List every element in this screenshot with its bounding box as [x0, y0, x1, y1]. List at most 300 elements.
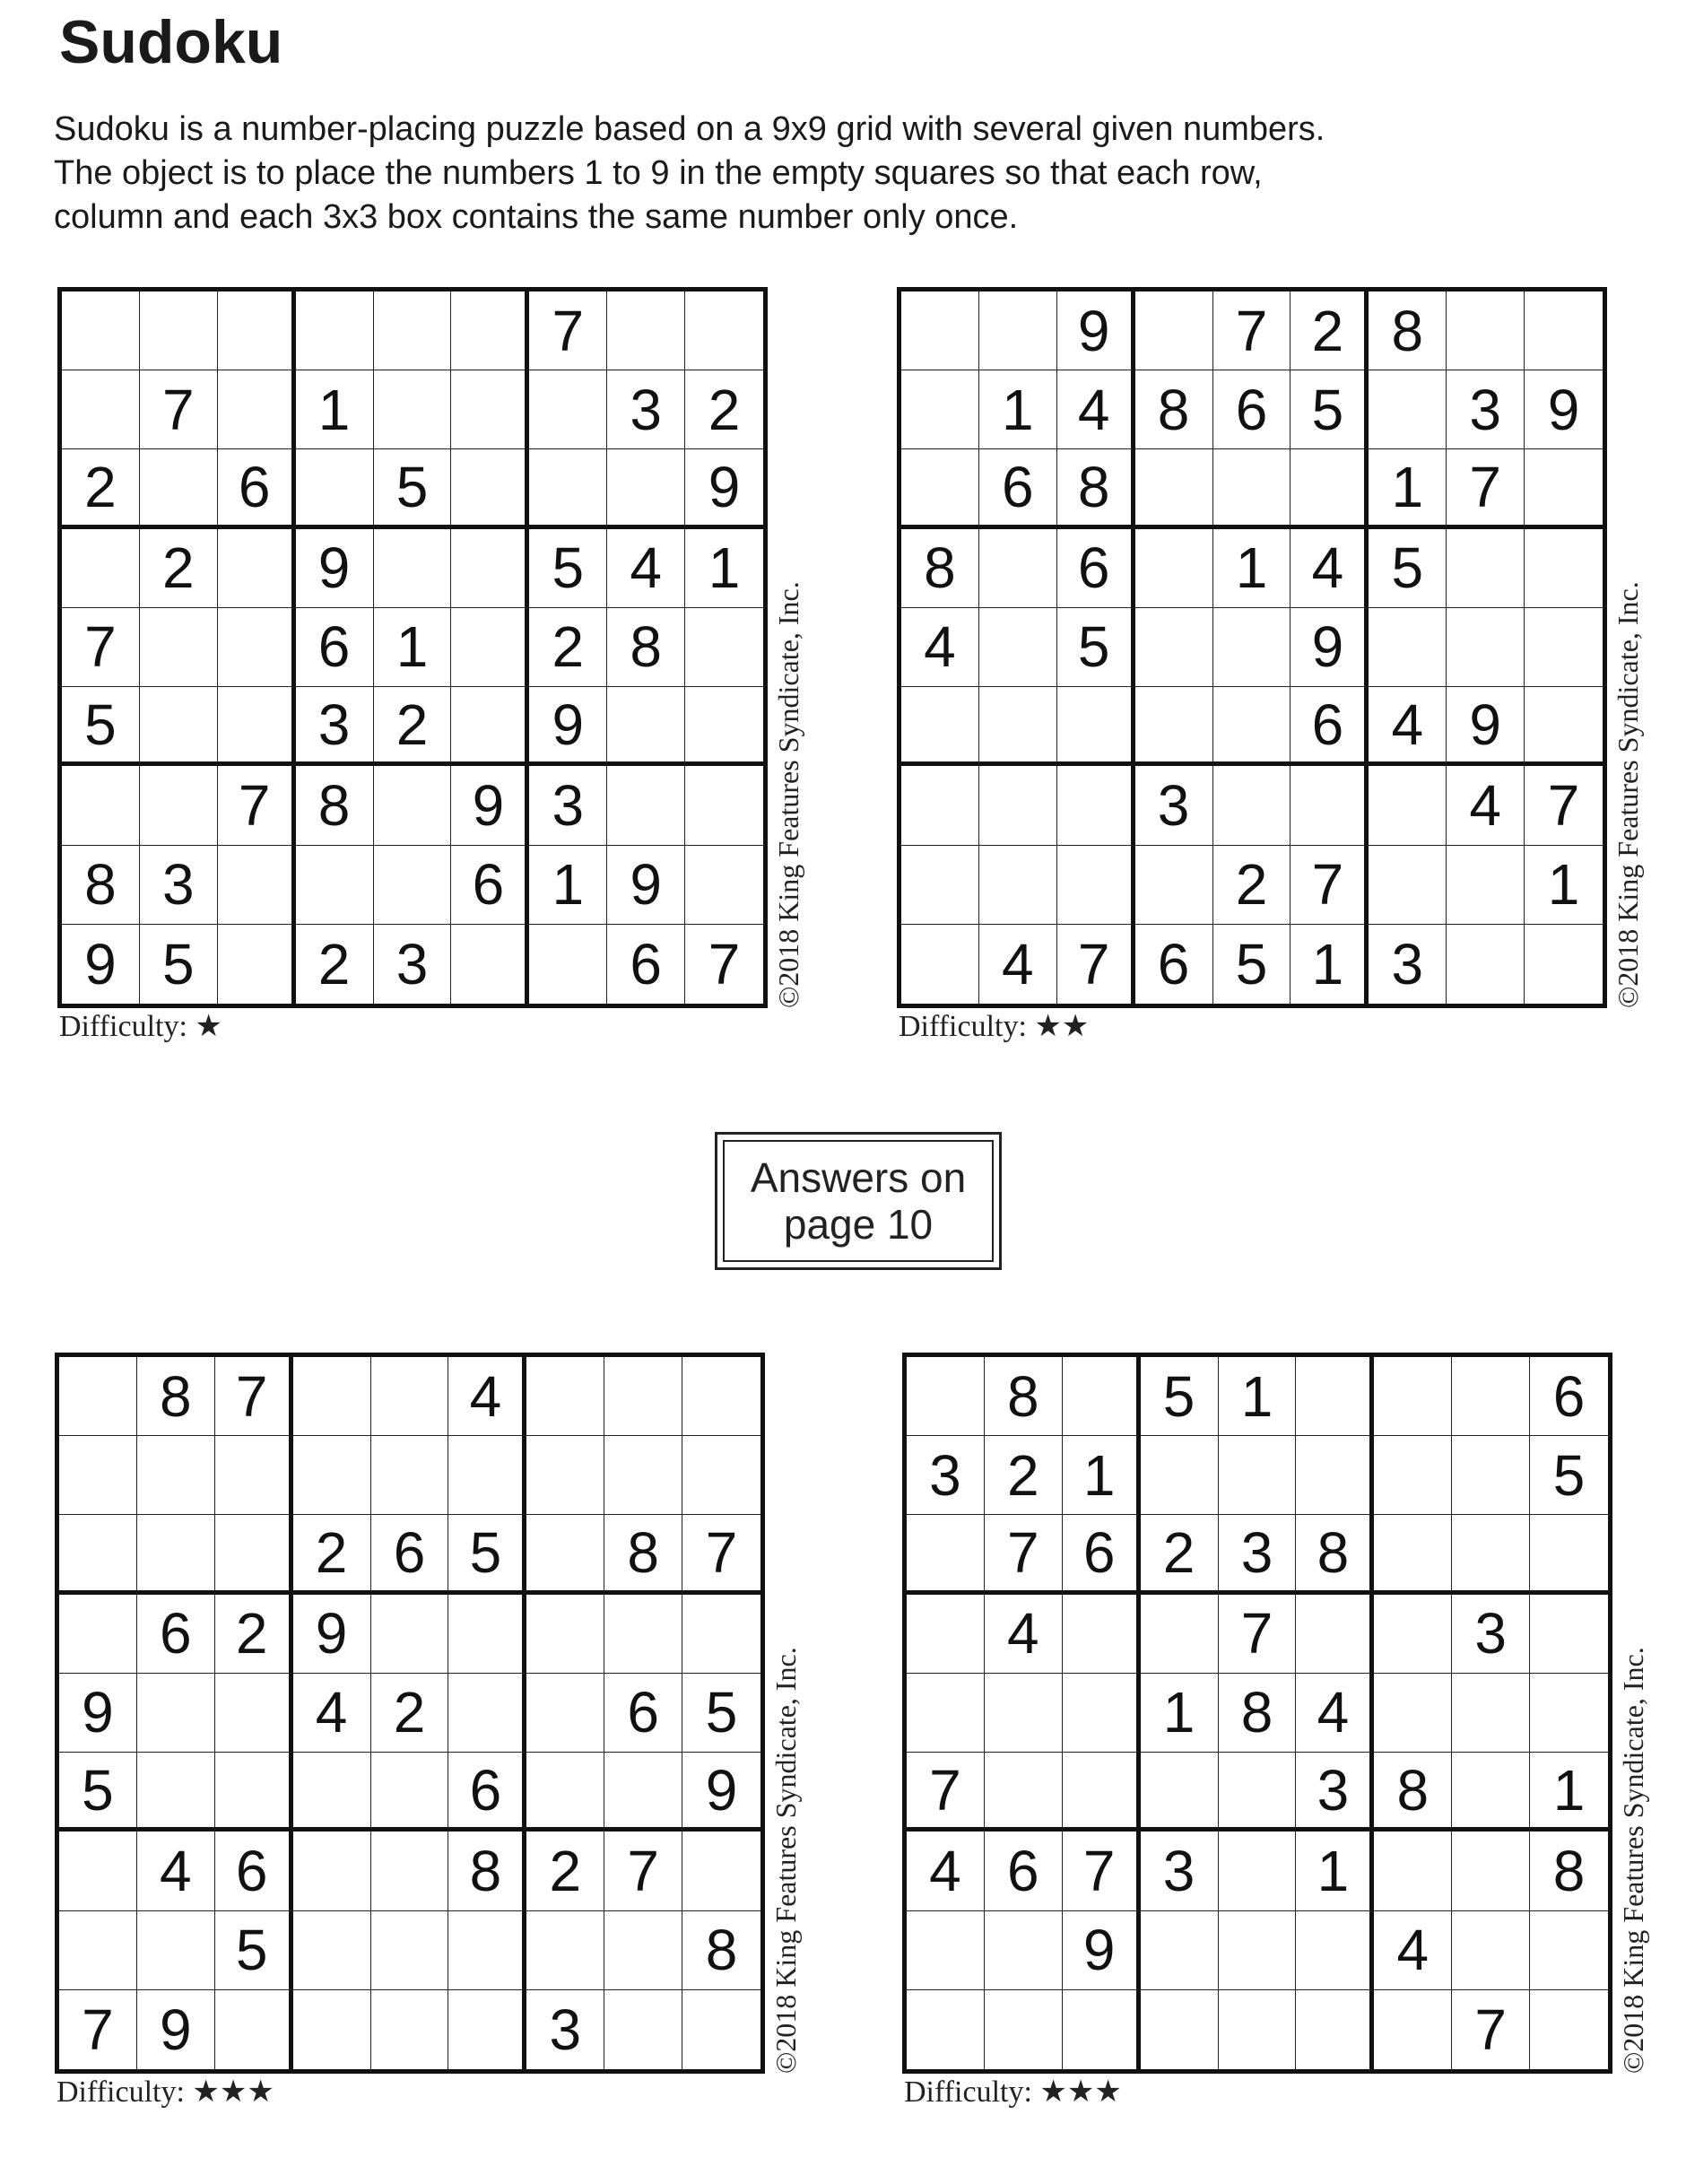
given-number-cell: 5	[682, 1674, 760, 1753]
empty-cell[interactable]	[296, 846, 374, 925]
empty-cell[interactable]	[1447, 291, 1525, 370]
empty-cell[interactable]	[1141, 1990, 1219, 2069]
empty-cell[interactable]	[293, 1911, 371, 1990]
empty-cell[interactable]	[682, 1595, 760, 1674]
empty-cell[interactable]	[1296, 1436, 1374, 1515]
given-number-cell: 6	[985, 1832, 1063, 1910]
given-number-cell: 4	[1447, 766, 1525, 845]
given-number-cell: 6	[215, 1832, 293, 1910]
empty-cell[interactable]	[1057, 766, 1135, 845]
given-number-cell: 7	[1057, 925, 1135, 1004]
empty-cell[interactable]	[1369, 846, 1447, 925]
empty-cell[interactable]	[1374, 1436, 1452, 1515]
empty-cell[interactable]	[1374, 1515, 1452, 1594]
given-number-cell: 4	[1374, 1911, 1452, 1990]
given-number-cell: 4	[1057, 370, 1135, 449]
empty-cell[interactable]	[1452, 1674, 1530, 1753]
given-number-cell: 6	[1135, 925, 1213, 1004]
given-number-cell: 8	[62, 846, 140, 925]
given-number-cell: 4	[979, 925, 1057, 1004]
empty-cell[interactable]	[137, 1753, 215, 1832]
given-number-cell: 4	[1296, 1674, 1374, 1753]
given-number-cell: 6	[296, 608, 374, 687]
empty-cell[interactable]	[907, 1595, 985, 1674]
empty-cell[interactable]	[526, 1674, 604, 1753]
empty-cell[interactable]	[685, 766, 763, 845]
given-number-cell: 2	[371, 1674, 449, 1753]
empty-cell[interactable]	[1452, 1357, 1530, 1436]
empty-cell[interactable]	[526, 1436, 604, 1515]
empty-cell[interactable]	[1063, 1674, 1141, 1753]
given-number-cell: 4	[1369, 687, 1447, 766]
empty-cell[interactable]	[448, 1990, 526, 2069]
empty-cell[interactable]	[526, 1911, 604, 1990]
given-number-cell: 1	[296, 370, 374, 449]
empty-cell[interactable]	[1447, 529, 1525, 608]
given-number-cell: 9	[1525, 370, 1603, 449]
empty-cell[interactable]	[1135, 846, 1213, 925]
empty-cell[interactable]	[1135, 529, 1213, 608]
given-number-cell: 1	[1219, 1357, 1297, 1436]
empty-cell[interactable]	[296, 449, 374, 528]
given-number-cell: 9	[682, 1753, 760, 1832]
empty-cell[interactable]	[1141, 1911, 1219, 1990]
given-number-cell: 3	[1219, 1515, 1297, 1594]
empty-cell[interactable]	[293, 1753, 371, 1832]
empty-cell[interactable]	[374, 766, 452, 845]
empty-cell[interactable]	[901, 766, 979, 845]
given-number-cell: 4	[1291, 529, 1369, 608]
empty-cell[interactable]	[1213, 608, 1291, 687]
empty-cell[interactable]	[1525, 687, 1603, 766]
given-number-cell: 2	[215, 1595, 293, 1674]
given-number-cell: 1	[1530, 1753, 1608, 1832]
empty-cell[interactable]	[1374, 1357, 1452, 1436]
given-number-cell: 3	[526, 1990, 604, 2069]
empty-cell[interactable]	[371, 1595, 449, 1674]
empty-cell[interactable]	[1063, 1595, 1141, 1674]
empty-cell[interactable]	[59, 1832, 137, 1910]
empty-cell[interactable]	[1530, 1515, 1608, 1594]
empty-cell[interactable]	[1447, 846, 1525, 925]
empty-cell[interactable]	[604, 1753, 682, 1832]
given-number-cell: 6	[371, 1515, 449, 1594]
difficulty-label: Difficulty: ★	[59, 1010, 222, 1043]
empty-cell[interactable]	[901, 846, 979, 925]
empty-cell[interactable]	[979, 608, 1057, 687]
empty-cell[interactable]	[1369, 370, 1447, 449]
empty-cell[interactable]	[604, 1911, 682, 1990]
empty-cell[interactable]	[1296, 1990, 1374, 2069]
empty-cell[interactable]	[685, 608, 763, 687]
given-number-cell: 9	[1063, 1911, 1141, 1990]
empty-cell[interactable]	[1530, 1990, 1608, 2069]
empty-cell[interactable]	[451, 529, 529, 608]
empty-cell[interactable]	[59, 1595, 137, 1674]
empty-cell[interactable]	[526, 1515, 604, 1594]
sudoku-puzzle-2	[897, 287, 1644, 1094]
empty-cell[interactable]	[907, 1990, 985, 2069]
given-number-cell: 1	[1213, 529, 1291, 608]
empty-cell[interactable]	[1213, 766, 1291, 845]
empty-cell[interactable]	[1063, 1753, 1141, 1832]
empty-cell[interactable]	[682, 1832, 760, 1910]
empty-cell[interactable]	[1135, 291, 1213, 370]
given-number-cell: 7	[140, 370, 218, 449]
empty-cell[interactable]	[1447, 925, 1525, 1004]
empty-cell[interactable]	[59, 1515, 137, 1594]
empty-cell[interactable]	[1525, 608, 1603, 687]
sudoku-puzzle-4	[902, 1353, 1649, 2160]
empty-cell[interactable]	[1219, 1832, 1297, 1910]
empty-cell[interactable]	[607, 449, 685, 528]
empty-cell[interactable]	[1452, 1911, 1530, 1990]
empty-cell[interactable]	[604, 1595, 682, 1674]
empty-cell[interactable]	[1219, 1911, 1297, 1990]
empty-cell[interactable]	[901, 370, 979, 449]
empty-cell[interactable]	[374, 291, 452, 370]
given-number-cell: 3	[1141, 1832, 1219, 1910]
empty-cell[interactable]	[682, 1990, 760, 2069]
empty-cell[interactable]	[526, 1357, 604, 1436]
given-number-cell: 9	[293, 1595, 371, 1674]
empty-cell[interactable]	[1374, 1595, 1452, 1674]
empty-cell[interactable]	[1530, 1911, 1608, 1990]
empty-cell[interactable]	[985, 1990, 1063, 2069]
given-number-cell: 1	[1525, 846, 1603, 925]
empty-cell[interactable]	[607, 766, 685, 845]
given-number-cell: 8	[901, 529, 979, 608]
given-number-cell: 2	[140, 529, 218, 608]
empty-cell[interactable]	[59, 1911, 137, 1990]
empty-cell[interactable]	[985, 1911, 1063, 1990]
empty-cell[interactable]	[371, 1357, 449, 1436]
empty-cell[interactable]	[140, 766, 218, 845]
empty-cell[interactable]	[1452, 1436, 1530, 1515]
empty-cell[interactable]	[1057, 687, 1135, 766]
difficulty-label: Difficulty: ★★	[899, 1010, 1090, 1043]
empty-cell[interactable]	[215, 1674, 293, 1753]
given-number-cell: 1	[529, 846, 607, 925]
empty-cell[interactable]	[218, 925, 296, 1004]
empty-cell[interactable]	[607, 687, 685, 766]
given-number-cell: 3	[296, 687, 374, 766]
empty-cell[interactable]	[1369, 766, 1447, 845]
empty-cell[interactable]	[296, 291, 374, 370]
sudoku-grid	[897, 287, 1607, 1008]
given-number-cell: 8	[1530, 1832, 1608, 1910]
given-number-cell: 2	[62, 449, 140, 528]
empty-cell[interactable]	[137, 1911, 215, 1990]
given-number-cell: 7	[1525, 766, 1603, 845]
empty-cell[interactable]	[218, 608, 296, 687]
sudoku-puzzle-1	[57, 287, 804, 1094]
empty-cell[interactable]	[451, 291, 529, 370]
empty-cell[interactable]	[1374, 1674, 1452, 1753]
empty-cell[interactable]	[218, 687, 296, 766]
empty-cell[interactable]	[451, 687, 529, 766]
empty-cell[interactable]	[448, 1436, 526, 1515]
empty-cell[interactable]	[1291, 449, 1369, 528]
given-number-cell: 7	[59, 1990, 137, 2069]
given-number-cell: 9	[685, 449, 763, 528]
given-number-cell: 4	[901, 608, 979, 687]
empty-cell[interactable]	[529, 370, 607, 449]
empty-cell[interactable]	[371, 1832, 449, 1910]
empty-cell[interactable]	[1374, 1990, 1452, 2069]
given-number-cell: 3	[1369, 925, 1447, 1004]
given-number-cell: 8	[1219, 1674, 1297, 1753]
empty-cell[interactable]	[137, 1436, 215, 1515]
empty-cell[interactable]	[1525, 529, 1603, 608]
empty-cell[interactable]	[374, 846, 452, 925]
sudoku-puzzle-3	[55, 1353, 802, 2160]
given-number-cell: 4	[985, 1595, 1063, 1674]
empty-cell[interactable]	[218, 291, 296, 370]
empty-cell[interactable]	[371, 1753, 449, 1832]
empty-cell[interactable]	[907, 1357, 985, 1436]
empty-cell[interactable]	[218, 846, 296, 925]
given-number-cell: 6	[607, 925, 685, 1004]
empty-cell[interactable]	[604, 1357, 682, 1436]
empty-cell[interactable]	[448, 1595, 526, 1674]
empty-cell[interactable]	[1135, 449, 1213, 528]
given-number-cell: 8	[607, 608, 685, 687]
empty-cell[interactable]	[1296, 1911, 1374, 1990]
given-number-cell: 7	[62, 608, 140, 687]
given-number-cell: 5	[1369, 529, 1447, 608]
given-number-cell: 5	[215, 1911, 293, 1990]
empty-cell[interactable]	[1530, 1674, 1608, 1753]
empty-cell[interactable]	[374, 529, 452, 608]
empty-cell[interactable]	[448, 1911, 526, 1990]
given-number-cell: 4	[137, 1832, 215, 1910]
empty-cell[interactable]	[979, 529, 1057, 608]
given-number-cell: 7	[985, 1515, 1063, 1594]
empty-cell[interactable]	[140, 449, 218, 528]
empty-cell[interactable]	[1296, 1357, 1374, 1436]
given-number-cell: 9	[59, 1674, 137, 1753]
empty-cell[interactable]	[1141, 1753, 1219, 1832]
empty-cell[interactable]	[1296, 1595, 1374, 1674]
empty-cell[interactable]	[1525, 291, 1603, 370]
given-number-cell: 7	[1063, 1832, 1141, 1910]
empty-cell[interactable]	[1219, 1753, 1297, 1832]
empty-cell[interactable]	[979, 846, 1057, 925]
given-number-cell: 2	[374, 687, 452, 766]
empty-cell[interactable]	[1530, 1595, 1608, 1674]
empty-cell[interactable]	[215, 1990, 293, 2069]
empty-cell[interactable]	[1291, 766, 1369, 845]
empty-cell[interactable]	[215, 1753, 293, 1832]
empty-cell[interactable]	[1452, 1832, 1530, 1910]
empty-cell[interactable]	[451, 608, 529, 687]
empty-cell[interactable]	[59, 1357, 137, 1436]
empty-cell[interactable]	[1374, 1832, 1452, 1910]
given-number-cell: 2	[296, 925, 374, 1004]
empty-cell[interactable]	[451, 370, 529, 449]
empty-cell[interactable]	[901, 449, 979, 528]
given-number-cell: 6	[218, 449, 296, 528]
empty-cell[interactable]	[215, 1515, 293, 1594]
empty-cell[interactable]	[907, 1515, 985, 1594]
empty-cell[interactable]	[682, 1436, 760, 1515]
empty-cell[interactable]	[293, 1832, 371, 1910]
empty-cell[interactable]	[1141, 1595, 1219, 1674]
given-number-cell: 5	[1291, 370, 1369, 449]
empty-cell[interactable]	[293, 1990, 371, 2069]
empty-cell[interactable]	[1447, 608, 1525, 687]
empty-cell[interactable]	[215, 1436, 293, 1515]
empty-cell[interactable]	[979, 766, 1057, 845]
empty-cell[interactable]	[374, 370, 452, 449]
empty-cell[interactable]	[1213, 449, 1291, 528]
empty-cell[interactable]	[529, 449, 607, 528]
given-number-cell: 2	[529, 608, 607, 687]
empty-cell[interactable]	[451, 925, 529, 1004]
empty-cell[interactable]	[979, 291, 1057, 370]
given-number-cell: 2	[293, 1515, 371, 1594]
empty-cell[interactable]	[604, 1990, 682, 2069]
empty-cell[interactable]	[979, 687, 1057, 766]
answers-line-1: Answers on	[750, 1154, 967, 1201]
empty-cell[interactable]	[137, 1674, 215, 1753]
given-number-cell: 5	[529, 529, 607, 608]
given-number-cell: 1	[1141, 1674, 1219, 1753]
empty-cell[interactable]	[682, 1357, 760, 1436]
given-number-cell: 8	[448, 1832, 526, 1910]
given-number-cell: 8	[1374, 1753, 1452, 1832]
empty-cell[interactable]	[1063, 1990, 1141, 2069]
given-number-cell: 5	[1213, 925, 1291, 1004]
given-number-cell: 9	[607, 846, 685, 925]
empty-cell[interactable]	[985, 1674, 1063, 1753]
given-number-cell: 8	[137, 1357, 215, 1436]
empty-cell[interactable]	[907, 1911, 985, 1990]
empty-cell[interactable]	[607, 291, 685, 370]
given-number-cell: 3	[1447, 370, 1525, 449]
given-number-cell: 4	[448, 1357, 526, 1436]
given-number-cell: 5	[1057, 608, 1135, 687]
empty-cell[interactable]	[529, 925, 607, 1004]
empty-cell[interactable]	[901, 291, 979, 370]
empty-cell[interactable]	[1063, 1357, 1141, 1436]
empty-cell[interactable]	[685, 291, 763, 370]
given-number-cell: 6	[979, 449, 1057, 528]
empty-cell[interactable]	[140, 608, 218, 687]
given-number-cell: 6	[604, 1674, 682, 1753]
empty-cell[interactable]	[985, 1753, 1063, 1832]
empty-cell[interactable]	[59, 1436, 137, 1515]
given-number-cell: 7	[1452, 1990, 1530, 2069]
empty-cell[interactable]	[1525, 925, 1603, 1004]
empty-cell[interactable]	[1135, 608, 1213, 687]
given-number-cell: 2	[685, 370, 763, 449]
given-number-cell: 2	[1291, 291, 1369, 370]
given-number-cell: 6	[137, 1595, 215, 1674]
given-number-cell: 6	[1057, 529, 1135, 608]
given-number-cell: 7	[604, 1832, 682, 1910]
empty-cell[interactable]	[218, 529, 296, 608]
empty-cell[interactable]	[1141, 1436, 1219, 1515]
empty-cell[interactable]	[371, 1911, 449, 1990]
given-number-cell: 8	[1369, 291, 1447, 370]
empty-cell[interactable]	[62, 766, 140, 845]
empty-cell[interactable]	[1452, 1515, 1530, 1594]
empty-cell[interactable]	[371, 1990, 449, 2069]
difficulty-label: Difficulty: ★★★	[56, 2075, 274, 2109]
empty-cell[interactable]	[140, 687, 218, 766]
given-number-cell: 6	[451, 846, 529, 925]
given-number-cell: 9	[529, 687, 607, 766]
given-number-cell: 9	[296, 529, 374, 608]
given-number-cell: 6	[448, 1753, 526, 1832]
given-number-cell: 3	[374, 925, 452, 1004]
given-number-cell: 9	[137, 1990, 215, 2069]
empty-cell[interactable]	[140, 291, 218, 370]
empty-cell[interactable]	[293, 1357, 371, 1436]
given-number-cell: 8	[1296, 1515, 1374, 1594]
empty-cell[interactable]	[62, 291, 140, 370]
empty-cell[interactable]	[907, 1674, 985, 1753]
empty-cell[interactable]	[1213, 687, 1291, 766]
given-number-cell: 9	[1447, 687, 1525, 766]
given-number-cell: 5	[59, 1753, 137, 1832]
sudoku-grid	[57, 287, 768, 1008]
empty-cell[interactable]	[1219, 1990, 1297, 2069]
given-number-cell: 5	[448, 1515, 526, 1594]
given-number-cell: 6	[1213, 370, 1291, 449]
empty-cell[interactable]	[371, 1436, 449, 1515]
empty-cell[interactable]	[1452, 1753, 1530, 1832]
empty-cell[interactable]	[685, 846, 763, 925]
given-number-cell: 6	[1291, 687, 1369, 766]
empty-cell[interactable]	[62, 529, 140, 608]
answers-box	[715, 1132, 1002, 1270]
sudoku-grid	[902, 1353, 1612, 2074]
given-number-cell: 3	[907, 1436, 985, 1515]
given-number-cell: 7	[682, 1515, 760, 1594]
empty-cell[interactable]	[526, 1595, 604, 1674]
empty-cell[interactable]	[293, 1436, 371, 1515]
given-number-cell: 8	[604, 1515, 682, 1594]
empty-cell[interactable]	[218, 370, 296, 449]
empty-cell[interactable]	[526, 1753, 604, 1832]
empty-cell[interactable]	[1219, 1436, 1297, 1515]
copyright-notice: ©2018 King Features Syndicate, Inc.	[1612, 581, 1644, 1008]
given-number-cell: 5	[1141, 1357, 1219, 1436]
given-number-cell: 8	[1057, 449, 1135, 528]
empty-cell[interactable]	[137, 1515, 215, 1594]
given-number-cell: 8	[682, 1911, 760, 1990]
empty-cell[interactable]	[62, 370, 140, 449]
empty-cell[interactable]	[1135, 687, 1213, 766]
empty-cell[interactable]	[1525, 449, 1603, 528]
empty-cell[interactable]	[1369, 608, 1447, 687]
empty-cell[interactable]	[901, 687, 979, 766]
given-number-cell: 7	[907, 1753, 985, 1832]
empty-cell[interactable]	[901, 925, 979, 1004]
empty-cell[interactable]	[1057, 846, 1135, 925]
given-number-cell: 4	[293, 1674, 371, 1753]
empty-cell[interactable]	[448, 1674, 526, 1753]
empty-cell[interactable]	[604, 1436, 682, 1515]
empty-cell[interactable]	[685, 687, 763, 766]
given-number-cell: 4	[907, 1832, 985, 1910]
given-number-cell: 9	[451, 766, 529, 845]
empty-cell[interactable]	[451, 449, 529, 528]
given-number-cell: 9	[1057, 291, 1135, 370]
